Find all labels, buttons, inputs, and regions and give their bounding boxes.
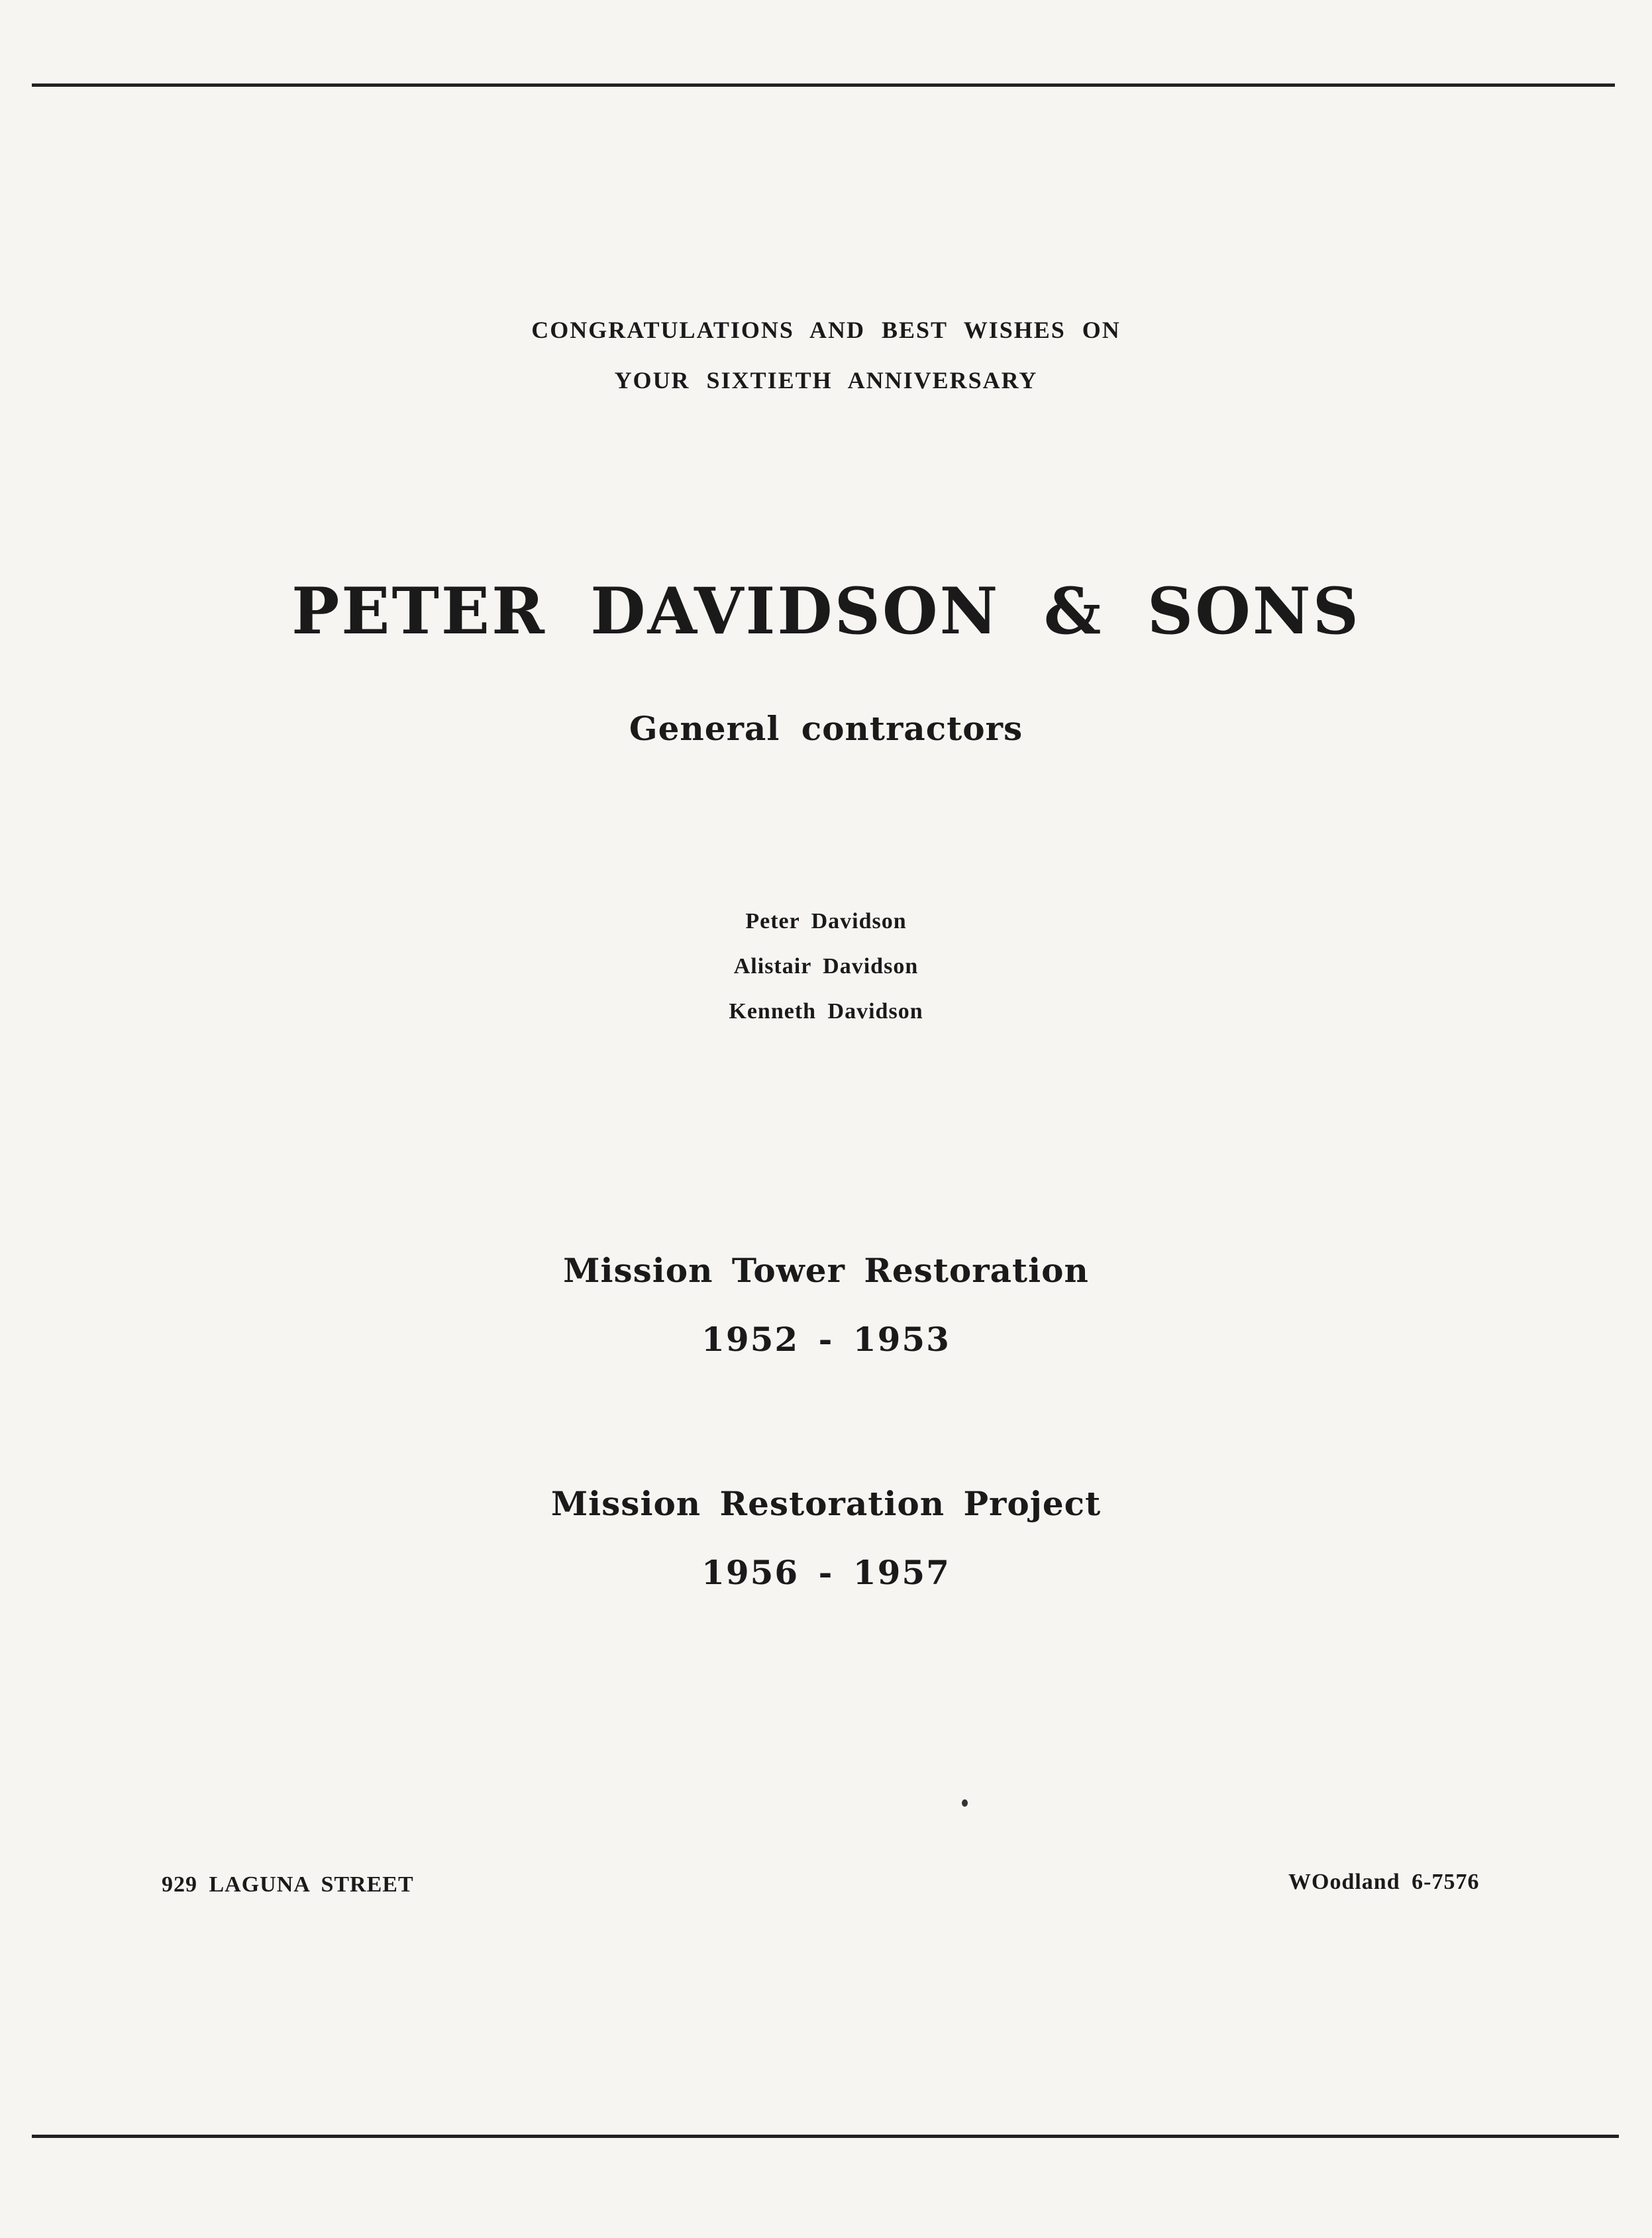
project-years: 1956 - 1957 bbox=[701, 1553, 951, 1592]
partner-name: Kenneth Davidson bbox=[729, 999, 923, 1024]
project-title: Mission Tower Restoration bbox=[563, 1251, 1089, 1290]
partner-name: Peter Davidson bbox=[745, 909, 907, 933]
ink-speck bbox=[962, 1799, 968, 1807]
project-years: 1952 - 1953 bbox=[701, 1320, 951, 1359]
bottom-rule bbox=[32, 2135, 1619, 2138]
partner-name: Alistair Davidson bbox=[733, 954, 919, 979]
top-rule bbox=[32, 83, 1615, 87]
firm-description: General contractors bbox=[629, 709, 1023, 748]
greeting-line-2: YOUR SIXTIETH ANNIVERSARY bbox=[614, 367, 1038, 394]
firm-name: PETER DAVIDSON & SONS bbox=[291, 574, 1361, 649]
greeting-line-1: CONGRATULATIONS AND BEST WISHES ON bbox=[531, 317, 1121, 343]
footer-phone: WOodland 6-7576 bbox=[1288, 1870, 1480, 1894]
project-title: Mission Restoration Project bbox=[550, 1484, 1102, 1523]
footer-address: 929 LAGUNA STREET bbox=[162, 1872, 414, 1897]
